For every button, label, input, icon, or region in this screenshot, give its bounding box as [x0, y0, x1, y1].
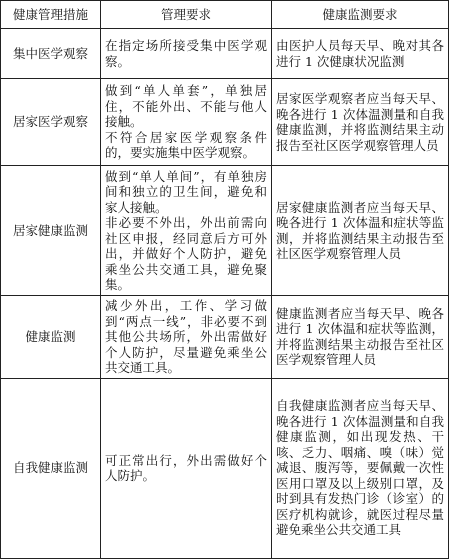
monitoring-cell: 由医护人员每天早、晚对其各进行 1 次健康状况监测 — [272, 29, 449, 79]
table-row — [1, 29, 449, 79]
table-row — [1, 378, 449, 558]
measure-cell: 自我健康监测 — [1, 378, 101, 558]
monitoring-cell: 居家健康监测者应当每天早、晚各进行 1 次体温和症状等监测，并将监测结果主动报告至社区医学观察管理人员 — [272, 166, 449, 296]
management-text: 做到“单人单间”，有单独房间和独立的卫生间，避免和家人接触。 — [105, 168, 267, 215]
monitoring-cell: 自我健康监测者应当每天早、晚各进行 1 次体温测量和自我健康监测，如出现发热、干咳、乏力、咽痛、嗅（味）觉减退、腹泻等，要佩戴一次性医用口罩及以上级别口罩，及时到具有发热门诊（诊室）的医疗机构就诊，就医过程尽量避免乘坐公共交通工具 — [272, 378, 449, 558]
management-cell — [101, 79, 272, 166]
management-cell — [101, 29, 272, 79]
measure-cell: 居家健康监测 — [1, 166, 101, 296]
management-text: 非必要不外出，外出前需向社区申报，经同意后方可外出，并做好个人防护，避免乘坐公共交通工具，避免聚集。 — [105, 215, 267, 292]
management-text: 在指定场所接受集中医学观察。 — [105, 38, 267, 69]
table-row — [1, 79, 449, 166]
measure-cell: 集中医学观察 — [1, 29, 101, 79]
monitoring-cell: 居家医学观察者应当每天早、晚各进行 1 次体温测量和自我健康监测，并将监测结果主动报告至社区医学观察管理人员 — [272, 79, 449, 166]
management-text: 减少外出，工作、学习做到“两点一线”，非必要不到其他公共场所，外出需做好个人防护，尽量避免乘坐公共交通工具。 — [105, 298, 267, 375]
management-text: 不符合居家医学观察条件的，要实施集中医学观察。 — [105, 129, 267, 161]
table-row — [1, 166, 449, 296]
management-cell — [101, 166, 272, 296]
measure-cell: 居家医学观察 — [1, 79, 101, 166]
management-cell — [101, 296, 272, 379]
measure-cell: 健康监测 — [1, 296, 101, 379]
header-measure: 健康管理措施 — [1, 1, 101, 29]
management-text: 可正常出行，外出需做好个人防护。 — [105, 452, 267, 483]
header-health-monitoring-requirement: 健康监测要求 — [272, 1, 449, 29]
table-header-row — [1, 1, 449, 29]
table-row — [1, 296, 449, 379]
header-management-requirement: 管理要求 — [101, 1, 272, 29]
management-text: 做到“单人单套”，单独居住，不能外出、不能与他人接触。 — [105, 83, 267, 130]
management-cell — [101, 378, 272, 558]
monitoring-cell: 健康监测者应当每天早、晚各进行 1 次体温和症状等监测，并将监测结果主动报告至社区医学观察管理人员 — [272, 296, 449, 379]
